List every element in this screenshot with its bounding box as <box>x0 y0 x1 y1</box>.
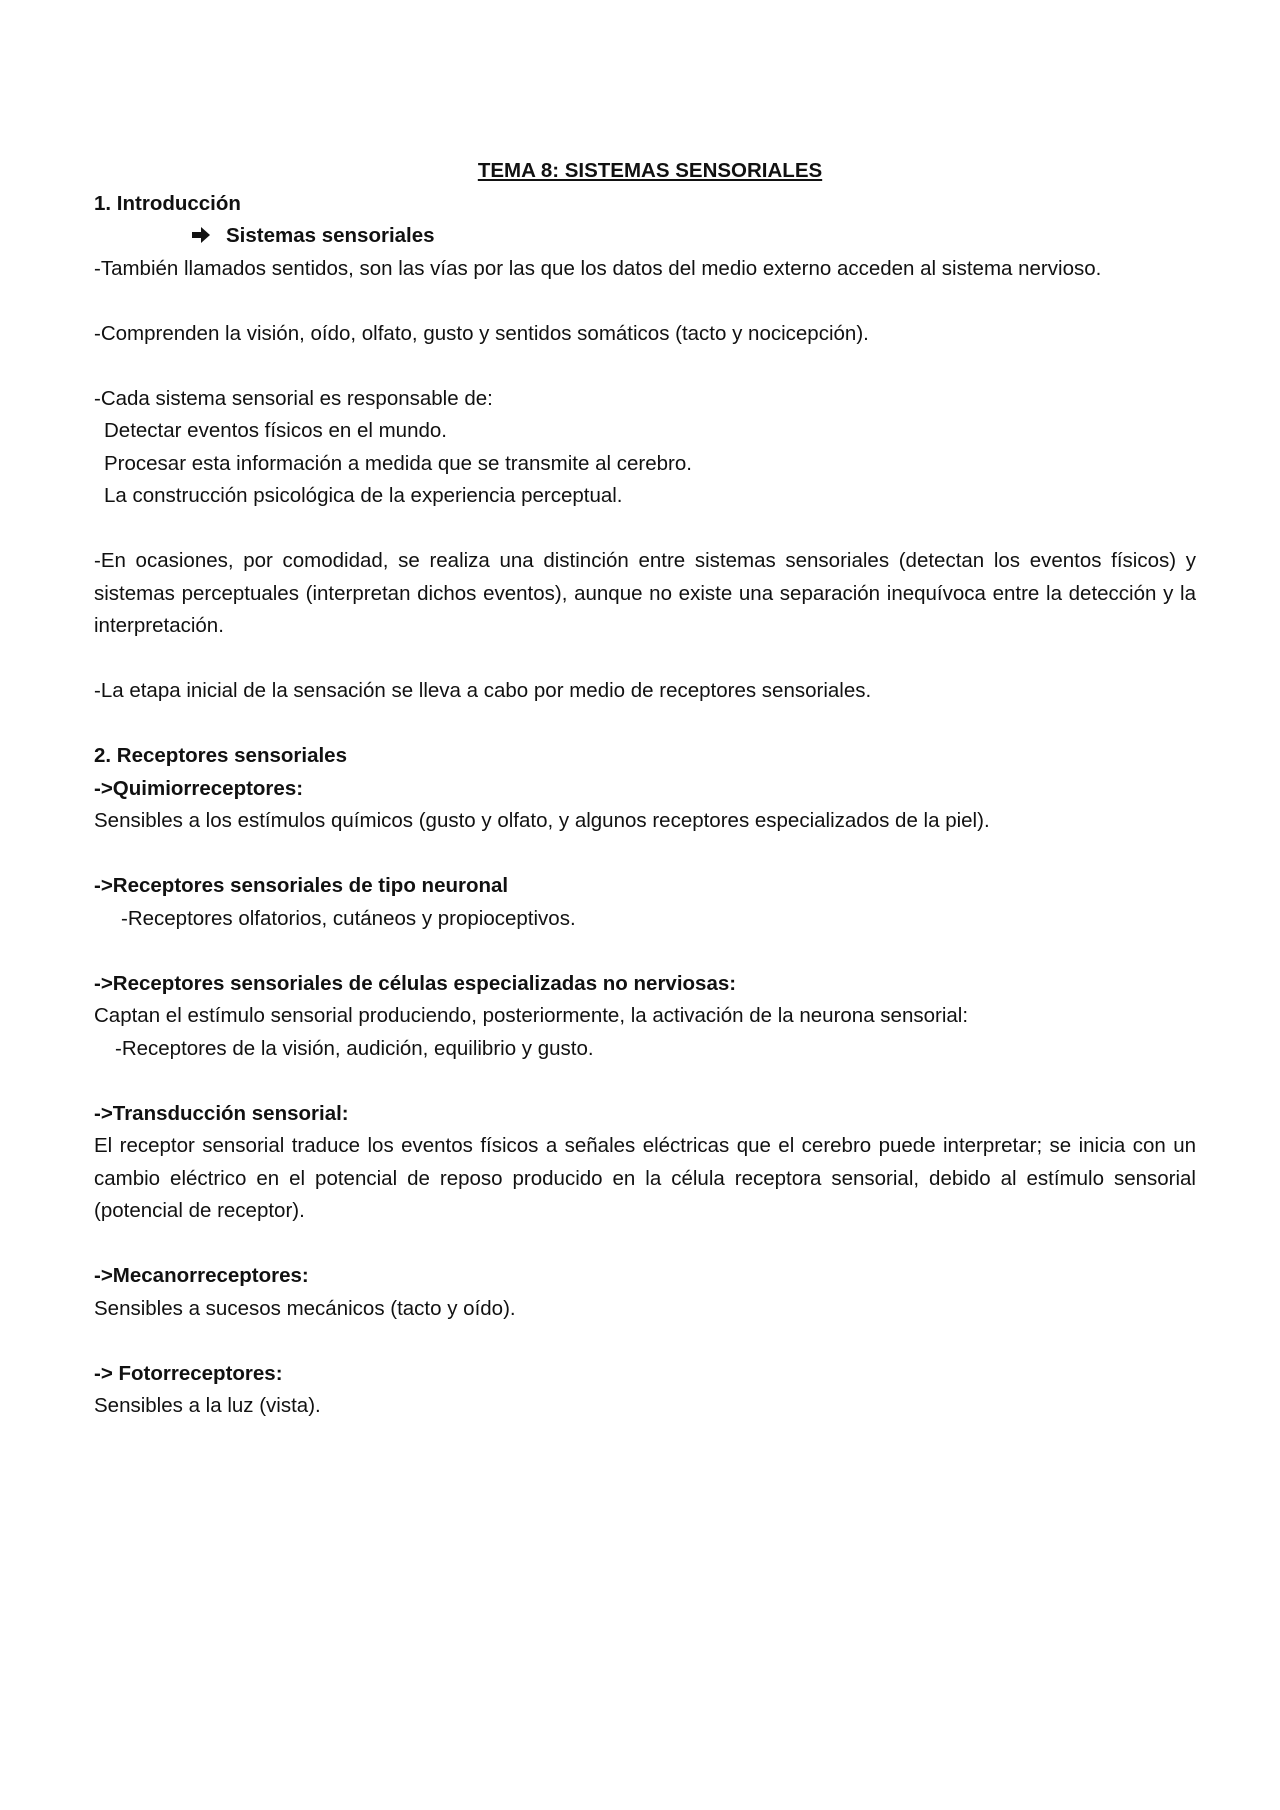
paragraph-transduccion: El receptor sensorial traduce los eventos físicos a señales eléctricas que el cerebro puede interpretar; se inicia con un cambio eléctrico en el potencial de reposo producido en la célula receptora sensorial, debido al estímulo sensorial (potencial de receptor). <box>94 1134 1196 1222</box>
right-arrow-icon <box>192 220 210 253</box>
paragraph-distincion: -En ocasiones, por comodidad, se realiza una distinción entre sistemas sensoriales (detectan los eventos físicos) y sistemas perceptuales (interpretan dichos eventos), aunque no existe una separación inequívoca entre la detección y la interpretación. <box>94 549 1196 637</box>
section-heading-receptores: 2. Receptores sensoriales <box>94 744 347 767</box>
list-item: La construcción psicológica de la experiencia perceptual. <box>104 484 623 507</box>
section-heading-introduccion: 1. Introducción <box>94 191 241 215</box>
heading-quimiorreceptores: ->Quimiorreceptores: <box>94 776 304 800</box>
paragraph-mecanorreceptores: Sensibles a sucesos mecánicos (tacto y oído). <box>94 1296 516 1320</box>
paragraph-responsable: -Cada sistema sensorial es responsable de: <box>94 386 493 410</box>
paragraph-quimiorreceptores: Sensibles a los estímulos químicos (gusto y olfato, y algunos receptores especializados de la piel). <box>94 809 990 832</box>
spacer <box>94 350 1196 383</box>
paragraph-neuronal: -Receptores olfatorios, cutáneos y propioceptivos. <box>121 906 576 930</box>
spacer <box>94 708 1196 741</box>
heading-neuronal: ->Receptores sensoriales de tipo neuronal <box>94 874 509 897</box>
heading-mecanorreceptores: ->Mecanorreceptores: <box>94 1264 309 1287</box>
paragraph-celulas-sub: -Receptores de la visión, audición, equilibrio y gusto. <box>115 1036 594 1060</box>
heading-celulas-especializadas: ->Receptores sensoriales de células especializadas no nerviosas: <box>94 971 737 995</box>
heading-transduccion: ->Transducción sensorial: <box>94 1101 349 1125</box>
paragraph-celulas: Captan el estímulo sensorial produciendo, posteriormente, la activación de la neurona sensorial: <box>94 1004 969 1027</box>
paragraph-etapa-inicial: -La etapa inicial de la sensación se lleva a cabo por medio de receptores sensoriales. <box>94 679 872 702</box>
paragraph-sentidos: -También llamados sentidos, son las vías por las que los datos del medio externo acceden al sistema nervioso. <box>94 256 1102 280</box>
spacer <box>94 1065 1196 1098</box>
paragraph-comprenden: -Comprenden la visión, oído, olfato, gusto y sentidos somáticos (tacto y nocicepción). <box>94 321 869 345</box>
spacer <box>94 935 1196 968</box>
subheading-text: Sistemas sensoriales <box>226 224 435 247</box>
list-item: Procesar esta información a medida que se transmite al cerebro. <box>104 451 692 475</box>
spacer <box>94 513 1196 546</box>
subheading-sistemas-sensoriales <box>94 220 1196 253</box>
heading-fotorreceptores: -> Fotorreceptores: <box>94 1361 283 1385</box>
spacer <box>94 1325 1196 1358</box>
page-title: TEMA 8: SISTEMAS SENSORIALES <box>477 159 823 182</box>
document-body <box>94 155 1196 1423</box>
spacer <box>94 285 1196 318</box>
paragraph-fotorreceptores: Sensibles a la luz (vista). <box>94 1394 321 1417</box>
spacer <box>94 1228 1196 1261</box>
spacer <box>94 643 1196 676</box>
spacer <box>94 838 1196 871</box>
list-item: Detectar eventos físicos en el mundo. <box>104 419 447 442</box>
